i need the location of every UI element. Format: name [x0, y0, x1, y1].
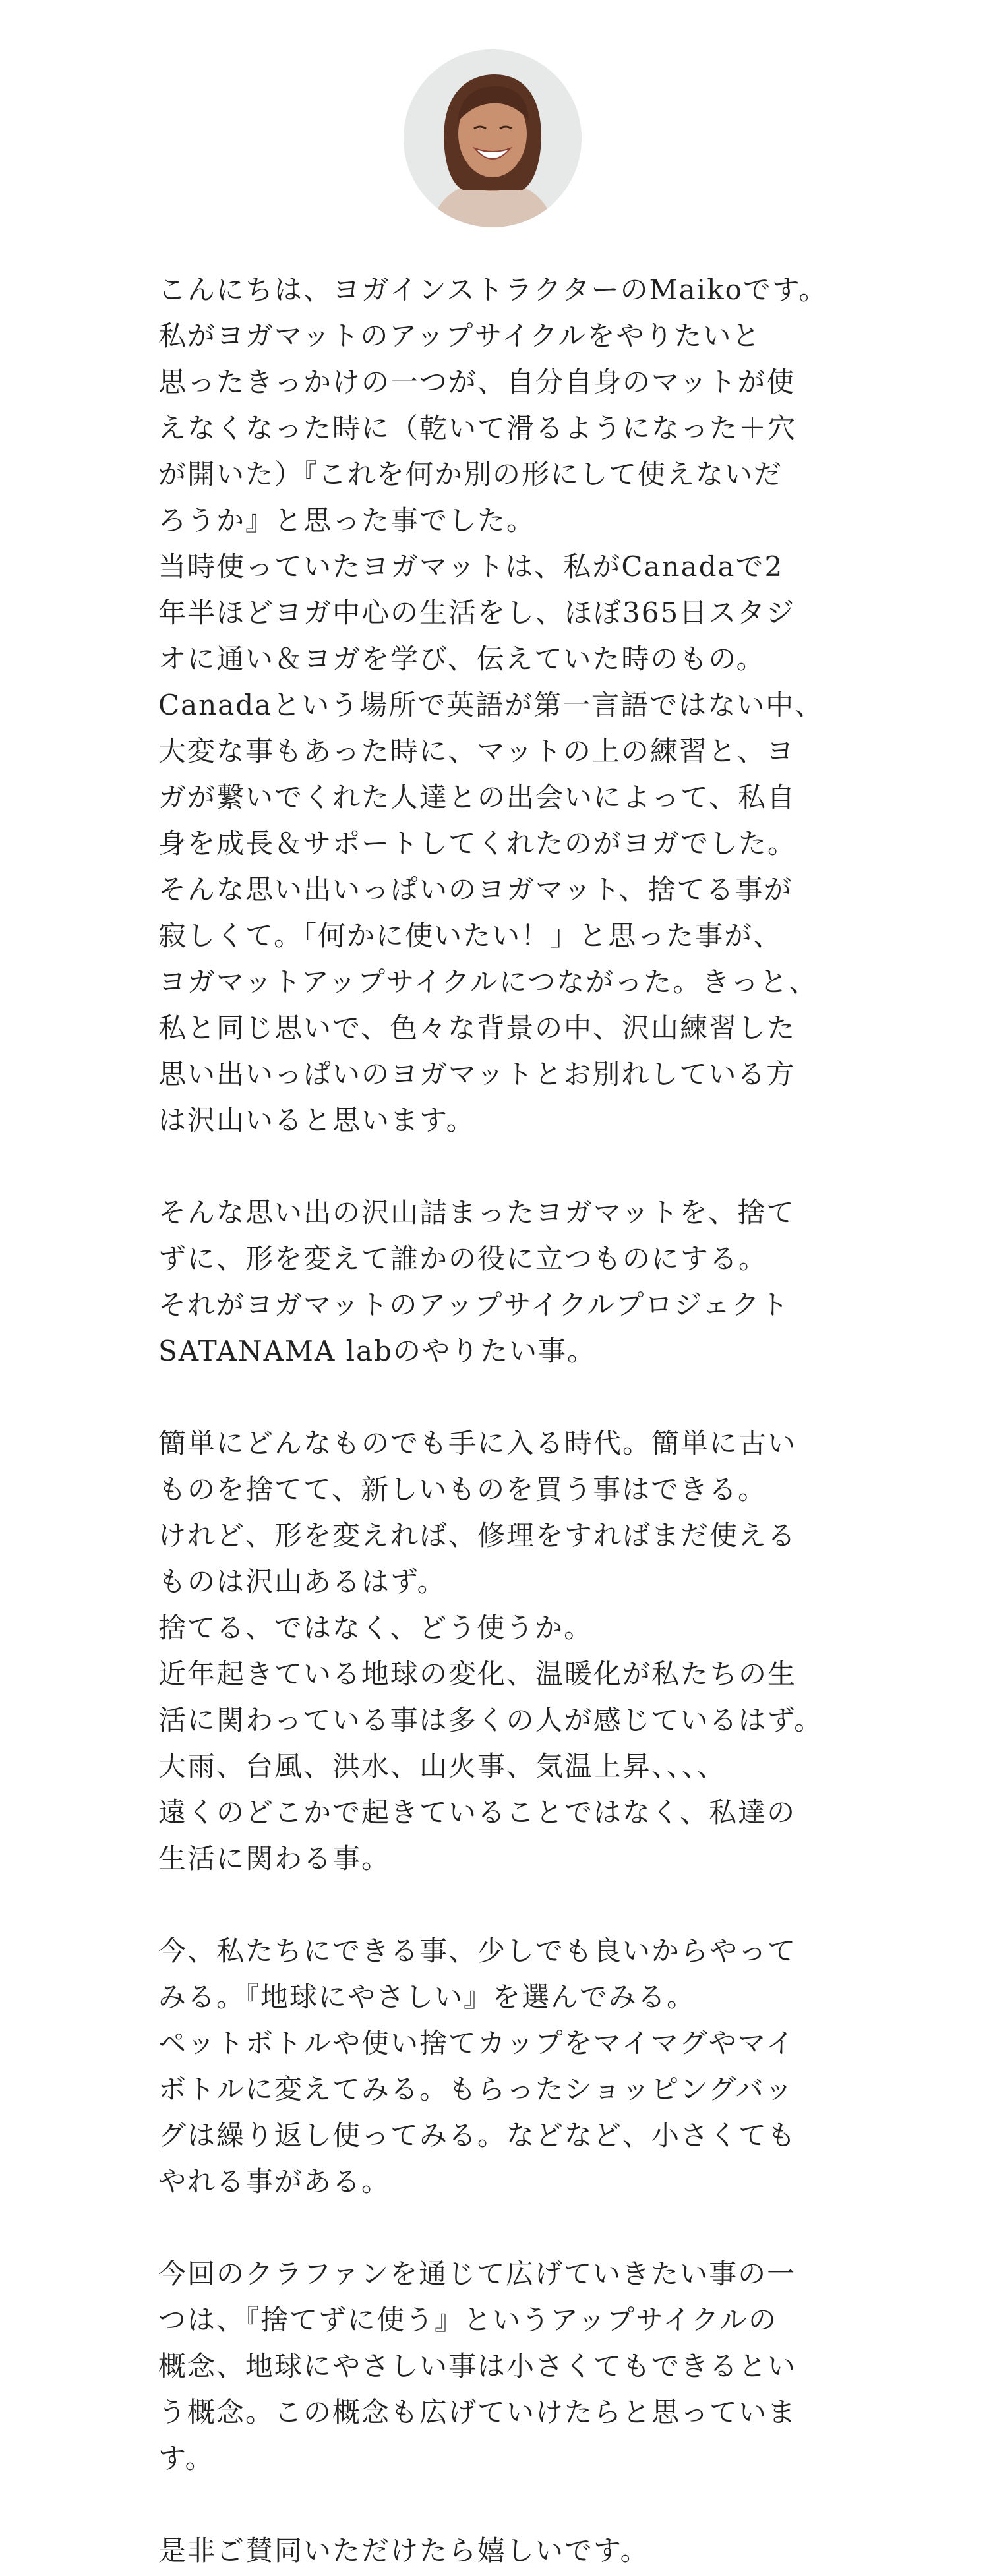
text-line: そんな思い出の沢山詰まったヨガマットを、捨て: [158, 1196, 796, 1229]
text-line: 活に関わっている事は多くの人が感じているはず。: [158, 1704, 824, 1736]
text-line: 当時使っていたヨガマットは、私がCanadaで2: [158, 550, 784, 583]
text-line: 簡単にどんなものでも手に入る時代。簡単に古い: [158, 1427, 797, 1459]
text-line: ものを捨てて、新しいものを買う事はできる。: [158, 1473, 767, 1506]
text-line: 私がヨガマットのアップサイクルをやりたいと: [158, 320, 762, 352]
paragraph: [158, 1928, 870, 2205]
text-line: みる。『地球にやさしい』を選んでみる。: [158, 1981, 696, 2013]
text-line: ものは沢山あるはず。: [158, 1566, 446, 1598]
text-line: けれど、形を変えれば、修理をすればまだ使える: [158, 1519, 797, 1552]
article-body: [158, 267, 870, 2574]
text-line: やれる事がある。: [158, 2165, 391, 2198]
text-line: 生活に関わる事。: [158, 1842, 391, 1875]
text-line: う概念。この概念も広げていけたらと思っていま: [158, 2396, 797, 2428]
text-line: 捨てる、ではなく、どう使うか。: [158, 1612, 593, 1644]
paragraph: [158, 2251, 870, 2482]
paragraph: [158, 1190, 870, 1374]
text-line: Canadaという場所で英語が第一言語ではない中、: [158, 689, 824, 721]
text-line: 大変な事もあった時に、マットの上の練習と、ヨ: [158, 735, 795, 767]
text-line: そんな思い出いっぱいのヨガマット、捨てる事が: [158, 873, 793, 906]
paragraph: [158, 1420, 870, 1882]
text-line: 是非ご賛同いただけたら嬉しいです。: [158, 2534, 649, 2567]
text-line: それがヨガマットのアップサイクルプロジェクト: [158, 1289, 790, 1321]
text-line: つは、『捨てずに使う』というアップサイクルの: [158, 2304, 778, 2336]
text-line: 身を成長＆サポートしてくれたのがヨガでした。: [158, 827, 797, 860]
text-line: 遠くのどこかで起きていることではなく、私達の: [158, 1796, 796, 1829]
text-line: 今回のクラファンを通じて広げていきたい事の一: [158, 2258, 796, 2290]
text-line: ガが繋いでくれた人達との出会いによって、私自: [158, 781, 796, 813]
text-line: は沢山いると思います。: [158, 1104, 475, 1136]
text-line: グは繰り返し使ってみる。などなど、小さくても: [158, 2119, 797, 2152]
text-line: えなくなった時に（乾いて滑るようになった＋穴: [158, 412, 797, 444]
text-line: こんにちは、ヨガインストラクターのMaikoです。: [158, 274, 828, 306]
text-line: 思ったきっかけの一つが、自分自身のマットが使: [158, 366, 796, 398]
text-line: 今、私たちにできる事、少しでも良いからやって: [158, 1935, 797, 1967]
text-line: 年半ほどヨガ中心の生活をし、ほぼ365日スタジ: [158, 597, 796, 629]
paragraph: [158, 267, 870, 1144]
text-line: 私と同じ思いで、色々な背景の中、沢山練習した: [158, 1012, 796, 1044]
paragraph: [158, 2528, 870, 2574]
text-line: オに通い＆ヨガを学び、伝えていた時のもの。: [158, 643, 765, 675]
text-line: ろうか』と思った事でした。: [158, 504, 536, 537]
text-line: 大雨、台風、洪水、山火事、気温上昇、、、、: [158, 1750, 727, 1782]
author-avatar: [404, 49, 582, 227]
text-line: 思い出いっぱいのヨガマットとお別れしている方: [158, 1058, 796, 1090]
text-line: 寂しくて。「何かに使いたい！」と思った事が、: [158, 920, 783, 952]
text-line: 概念、地球にやさしい事は小さくてもできるとい: [158, 2350, 797, 2382]
text-line: SATANAMA labのやりたい事。: [158, 1335, 596, 1367]
author-portrait-image: [404, 49, 582, 227]
text-line: す。: [158, 2442, 214, 2474]
text-line: ペットボトルや使い捨てカップをマイマグやマイ: [158, 2027, 795, 2059]
text-line: が開いた）『これを何か別の形にして使えないだ: [158, 458, 783, 490]
text-line: ずに、形を変えて誰かの役に立つものにする。: [158, 1243, 768, 1275]
text-line: 近年起きている地球の変化、温暖化が私たちの生: [158, 1658, 797, 1690]
text-line: ヨガマットアップサイクルにつながった。きっと、: [158, 966, 818, 998]
text-line: ボトルに変えてみる。もらったショッピングバッ: [158, 2073, 794, 2105]
